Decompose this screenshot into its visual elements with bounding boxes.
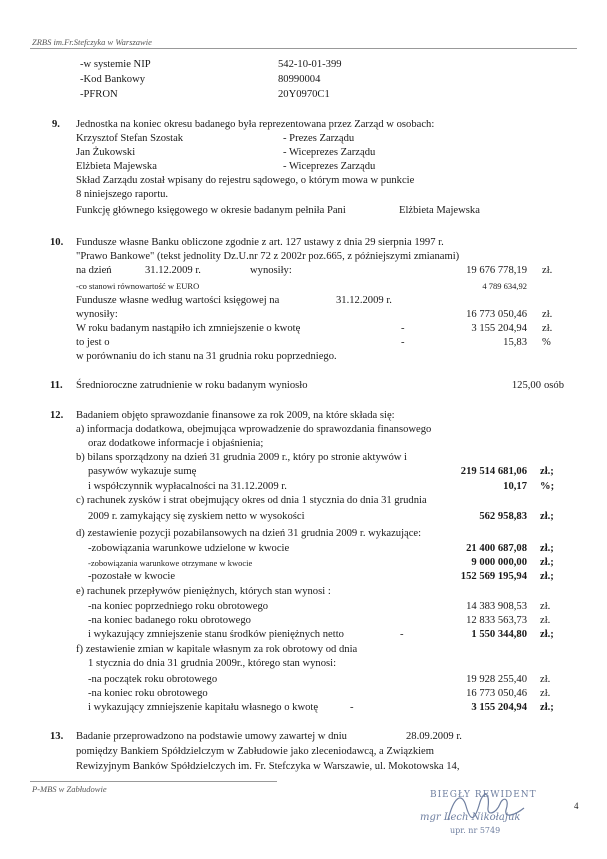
page-number: 4 — [574, 801, 579, 811]
employment-value: 125,00 — [511, 380, 541, 391]
section-12-item: i wykazujący zmniejszenie kapitału własnego o kwotę — [88, 702, 319, 713]
dash: - — [400, 629, 404, 640]
section-10-text: to jest o — [76, 337, 110, 348]
contract-date: 28.09.2009 r. — [406, 731, 462, 742]
unit: osób — [544, 380, 565, 391]
section-12-item: -zobowiązania warunkowe udzielone w kwocie — [88, 543, 290, 554]
unit: zł.; — [540, 557, 554, 568]
equity-start-value: 19 928 255,40 — [466, 674, 527, 685]
unit: zł. — [540, 688, 551, 699]
own-funds-eur-value: 4 789 634,92 — [482, 281, 527, 291]
section-12-item: -zobowiązania warunkowe otrzymane w kwocie — [88, 558, 253, 568]
section-13-text: pomiędzy Bankiem Spółdzielczym w Zabłudowie jako zleceniodawcą, a Związkiem — [76, 746, 434, 757]
board-member-role: - Wiceprezes Zarządu — [283, 147, 376, 158]
book-funds-value: 16 773 050,46 — [466, 309, 527, 320]
equity-decrease-value: 3 155 204,94 — [471, 702, 527, 713]
section-12-item: oraz dodatkowe informacje i objaśnienia; — [88, 438, 264, 449]
unit: %; — [540, 481, 555, 492]
section-12-item: i wykazujący zmniejszenie stanu środków pieniężnych netto — [88, 629, 344, 640]
footer-rule — [30, 781, 277, 782]
section-12-item: 2009 r. zamykający się zyskiem netto w wysokości — [88, 511, 305, 522]
signature — [440, 786, 530, 828]
unit: zł.; — [540, 466, 554, 477]
section-12-item: -na początek roku obrotowego — [88, 674, 218, 685]
decrease-percent: 15,83 — [503, 337, 527, 348]
net-profit-value: 562 958,83 — [479, 511, 527, 522]
solvency-ratio-value: 10,17 — [503, 481, 527, 492]
section-12-intro: Badaniem objęto sprawozdanie finansowe za rok 2009, na które składa się: — [76, 410, 395, 421]
section-12-item: d) zestawienie pozycji pozabilansowych na dzień 31 grudnia 2009 r. wykazujące: — [76, 528, 422, 539]
id-label-nip: -w systemie NIP — [80, 59, 151, 70]
id-label-pfron: -PFRON — [80, 89, 118, 100]
section-12-item: c) rachunek zysków i strat obejmujący okres od dnia 1 stycznia do dnia 31 grudnia — [76, 495, 427, 506]
section-13-number: 13. — [50, 731, 64, 742]
unit: zł. — [540, 615, 551, 626]
board-member-name: Krzysztof Stefan Szostak — [76, 133, 184, 144]
page-header: ZRBS im.Fr.Stefczyka w Warszawie — [32, 37, 152, 47]
section-10-date: 31.12.2009 r. — [336, 295, 392, 306]
cash-end-value: 12 833 563,73 — [466, 615, 527, 626]
section-12-item: -na koniec badanego roku obrotowego — [88, 615, 251, 626]
board-member-name: Elżbieta Majewska — [76, 161, 157, 172]
stamp-title: BIEGŁY REWIDENT — [430, 790, 537, 800]
board-member-role: - Wiceprezes Zarządu — [283, 161, 376, 172]
section-13-text: Badanie przeprowadzono na podstawie umowy zawartej w dniu — [76, 731, 347, 742]
unit: zł.; — [540, 571, 554, 582]
section-10-text: "Prawo Bankowe" (tekst jednolity Dz.U.nr 72 z 2002r poz.665, z późniejszymi zmianami) — [76, 251, 460, 262]
unit: zł.; — [540, 702, 554, 713]
dash: - — [350, 702, 354, 713]
section-13-text: Rewizyjnym Banków Spółdzielczych im. Fr. Stefczyka w Warszawie, ul. Mokotowska 14, — [76, 761, 460, 772]
unit: zł. — [540, 601, 551, 612]
board-member-name: Jan Żukowski — [76, 147, 136, 158]
unit: zł. — [542, 323, 553, 334]
unit: zł.; — [540, 543, 554, 554]
other-offbalance-value: 152 569 195,94 — [460, 571, 527, 582]
section-11-number: 11. — [50, 380, 63, 391]
section-9-text: Skład Zarządu został wpisany do rejestru sądowego, o którym mowa w punkcie — [76, 175, 415, 186]
section-11-text: Średnioroczne zatrudnienie w roku badanym wyniosło — [76, 380, 308, 391]
section-10-text: W roku badanym nastąpiło ich zmniejszenie o kwotę — [76, 323, 301, 334]
balance-sum-value: 219 514 681,06 — [460, 466, 527, 477]
dash: - — [401, 323, 405, 334]
cash-prev-value: 14 383 908,53 — [466, 601, 527, 612]
id-value-bank: 80990004 — [278, 74, 321, 85]
section-9-intro: Jednostka na koniec okresu badanego była reprezentowana przez Zarząd w osobach: — [76, 119, 435, 130]
footer-left: P-MBS w Zabłudowie — [32, 784, 107, 794]
section-10-text: Fundusze własne według wartości księgowej na — [76, 295, 280, 306]
section-10-text: Fundusze własne Banku obliczone zgodnie z art. 127 ustawy z dnia 29 sierpnia 1997 r. — [76, 237, 444, 248]
board-member-role: - Prezes Zarządu — [283, 133, 355, 144]
section-10-number: 10. — [50, 237, 64, 248]
unit: zł. — [542, 309, 553, 320]
equity-end-value: 16 773 050,46 — [466, 688, 527, 699]
section-10-text: -co stanowi równowartość w EURO — [76, 281, 200, 291]
stamp-name: mgr Lech Nikołajuk — [420, 812, 521, 823]
cash-decrease-value: 1 550 344,80 — [471, 629, 527, 640]
id-value-pfron: 20Y0970C1 — [278, 89, 330, 100]
unit: zł. — [540, 674, 551, 685]
chief-accountant-name: Elżbieta Majewska — [399, 205, 480, 216]
section-12-item: -na koniec roku obrotowego — [88, 688, 208, 699]
section-12-item: -pozostałe w kwocie — [88, 571, 176, 582]
header-rule — [30, 48, 577, 49]
contingent-given-value: 21 400 687,08 — [466, 543, 527, 554]
decrease-value: 3 155 204,94 — [471, 323, 527, 334]
contingent-received-value: 9 000 000,00 — [471, 557, 527, 568]
own-funds-value: 19 676 778,19 — [466, 265, 527, 276]
unit: % — [542, 337, 551, 348]
section-12-number: 12. — [50, 410, 64, 421]
section-10-text: na dzień — [76, 265, 112, 276]
section-12-item: 1 stycznia do dnia 31 grudnia 2009r., którego stan wynosi: — [88, 658, 337, 669]
section-12-item: pasywów wykazuje sumę — [88, 466, 197, 477]
id-label-bank: -Kod Bankowy — [80, 74, 146, 85]
unit: zł. — [542, 265, 553, 276]
section-10-text: w porównaniu do ich stanu na 31 grudnia roku poprzedniego. — [76, 351, 337, 362]
section-12-item: a) informacja dodatkowa, obejmująca wprowadzenie do sprawozdania finansowego — [76, 424, 432, 435]
section-9-number: 9. — [52, 119, 60, 130]
id-value-nip: 542-10-01-399 — [278, 59, 342, 70]
unit: zł.; — [540, 629, 554, 640]
section-10-date: 31.12.2009 r. — [145, 265, 201, 276]
section-12-item: e) rachunek przepływów pieniężnych, których stan wynosi : — [76, 586, 331, 597]
section-12-item: -na koniec poprzedniego roku obrotowego — [88, 601, 269, 612]
section-9-text: Funkcję głównego księgowego w okresie badanym pełniła Pani — [76, 205, 346, 216]
section-10-text: wynosiły: — [76, 309, 118, 320]
section-12-item: i współczynnik wypłacalności na 31.12.2009 r. — [88, 481, 287, 492]
stamp-number: upr. nr 5749 — [450, 826, 501, 835]
section-12-item: b) bilans sporządzony na dzień 31 grudnia 2009 r., który po stronie aktywów i — [76, 452, 407, 463]
unit: zł.; — [540, 511, 554, 522]
dash: - — [401, 337, 405, 348]
section-9-text: 8 niniejszego raportu. — [76, 189, 169, 200]
section-12-item: f) zestawienie zmian w kapitale własnym za rok obrotowy od dnia — [76, 644, 358, 655]
section-10-text: wynosiły: — [250, 265, 292, 276]
